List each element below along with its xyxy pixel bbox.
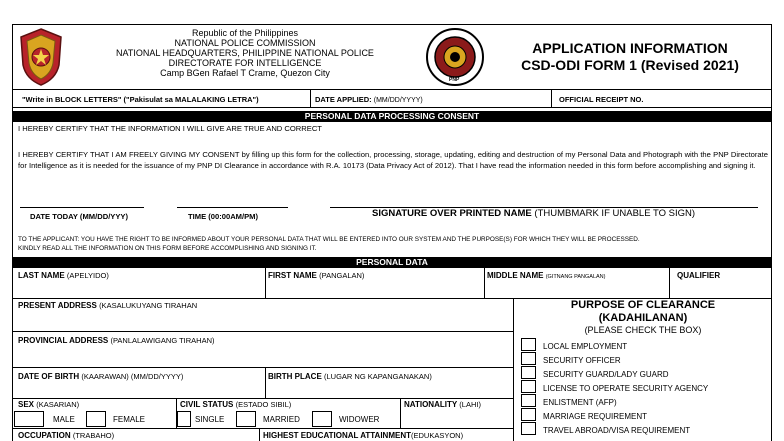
seal-label	[420, 12, 421, 13]
present-address-label: PRESENT ADDRESS	[18, 301, 97, 310]
purpose-title2: (KADAHILANAN)	[598, 312, 688, 324]
male-label: MALE	[53, 415, 75, 424]
married-checkbox[interactable]	[236, 411, 256, 427]
dob-label: DATE OF BIRTH	[18, 372, 80, 381]
purpose-instruction: (PLEASE CHECK THE BOX)	[584, 325, 702, 335]
nationality-hint: (LAHI)	[459, 400, 481, 409]
sex-label: SEX	[18, 400, 35, 409]
official-receipt-field[interactable]: OFFICIAL RECEIPT NO.	[559, 95, 644, 104]
civil-status-hint: (ESTADO SIBIL)	[235, 400, 292, 409]
consent-paragraph: I HEREBY CERTIFY THAT I AM FREELY GIVING MY CONSENT by filling up this form for the collection, processing, storage, updating, editing and destruction of my Personal Data and Photograph with the PNP Directorate for Intelligence as it is needed for the issuance of my PNP DI Clearance in accordance with R.A. 10173 (Data Privacy Act of 2012). That I have read the information needed in this form before accomplishing and signing it.	[18, 150, 768, 170]
sex-hint: (KASARIAN)	[36, 400, 80, 409]
form-title: APPLICATION INFORMATION	[532, 40, 728, 56]
nationality-field[interactable]	[404, 400, 481, 409]
nationality-label: NATIONALITY	[404, 400, 458, 409]
last-name-label: LAST NAME	[18, 271, 65, 280]
female-label: FEMALE	[113, 415, 146, 424]
date-today-label[interactable]: DATE TODAY (MM/DD/YYY)	[30, 212, 129, 221]
purpose-checkbox-enlistment[interactable]	[521, 394, 536, 407]
personal-data-band: PERSONAL DATA	[12, 257, 772, 268]
purpose-item-marriage: MARRIAGE REQUIREMENT	[543, 412, 648, 421]
civil-status-label-block	[180, 400, 291, 409]
female-checkbox[interactable]	[86, 411, 106, 427]
signature-label[interactable]	[372, 208, 695, 219]
male-checkbox[interactable]	[14, 411, 44, 427]
header-line2: NATIONAL POLICE COMMISSION	[174, 38, 316, 48]
middle-name-label: MIDDLE NAME	[487, 271, 544, 280]
purpose-checkbox-travel[interactable]	[521, 422, 536, 435]
purpose-header	[514, 299, 772, 336]
single-label: SINGLE	[195, 415, 225, 424]
header-line3: NATIONAL HEADQUARTERS, PHILIPPINE NATIONAL POLICE	[116, 48, 374, 58]
occupation-field[interactable]	[18, 431, 114, 440]
dob-field[interactable]	[18, 372, 183, 381]
provincial-address-label: PROVINCIAL ADDRESS	[18, 336, 109, 345]
sex-label-block	[18, 400, 79, 409]
occupation-label: OCCUPATION	[18, 431, 71, 440]
education-label: HIGHEST EDUCATIONAL ATTAINMENT	[263, 431, 411, 440]
first-name-label: FIRST NAME	[268, 271, 317, 280]
header-line4: DIRECTORATE FOR INTELLIGENCE	[168, 58, 322, 68]
birth-place-hint: (LUGAR NG KAPANGANAKAN)	[324, 372, 432, 381]
provincial-address-hint: (PANLALAWIGANG TIRAHAN)	[110, 336, 215, 345]
single-checkbox[interactable]	[177, 411, 191, 427]
occupation-hint: (TRABAHO)	[72, 431, 115, 440]
education-field[interactable]	[263, 431, 463, 440]
signature-rest: (THUMBMARK IF UNABLE TO SIGN)	[531, 208, 696, 219]
first-name-field[interactable]	[268, 271, 364, 280]
date-applied-hint: (MM/DD/YYYY)	[373, 97, 423, 104]
applicant-notice-2: KINDLY READ ALL THE INFORMATION ON THIS FORM BEFORE ACCOMPLISHING AND SIGNING IT.	[18, 245, 317, 252]
form-subtitle: CSD-ODI FORM 1 (Revised 2021)	[521, 57, 739, 73]
header-line5: Camp BGen Rafael T Crame, Quezon City	[160, 68, 330, 78]
purpose-item-license-agency: LICENSE TO OPERATE SECURITY AGENCY	[543, 384, 709, 393]
purpose-checkbox-marriage[interactable]	[521, 408, 536, 421]
applicant-notice-1: TO THE APPLICANT: YOU HAVE THE RIGHT TO BE INFORMED ABOUT YOUR PERSONAL DATA THAT WILL BE ENTERED INTO OUR SYSTEM AND THE PURPOSE(S) FOR WHICH THEY WILL BE PROCESSED.	[18, 236, 640, 243]
last-name-field[interactable]	[18, 271, 109, 280]
purpose-title: PURPOSE OF CLEARANCE	[570, 299, 716, 311]
purpose-item-local-employment: LOCAL EMPLOYMENT	[543, 342, 628, 351]
date-applied-field[interactable]	[315, 95, 423, 104]
first-name-hint: (PANGALAN)	[319, 271, 365, 280]
birth-place-field[interactable]	[268, 372, 432, 381]
qualifier-field[interactable]: QUALIFIER	[677, 271, 721, 280]
dob-hint: (KAARAWAN) (MM/DD/YYYY)	[81, 372, 184, 381]
purpose-checkbox-security-guard[interactable]	[521, 366, 536, 379]
purpose-checkbox-security-officer[interactable]	[521, 352, 536, 365]
widower-checkbox[interactable]	[312, 411, 332, 427]
civil-status-label: CIVIL STATUS	[180, 400, 234, 409]
seal-small-label: PNP	[449, 77, 460, 83]
purpose-item-security-guard: SECURITY GUARD/LADY GUARD	[543, 370, 669, 379]
middle-name-hint: (GITNANG PANGALAN)	[545, 274, 606, 280]
present-address-hint: (KASALUKUYANG TIRAHAN	[99, 301, 198, 310]
widower-label: WIDOWER	[339, 415, 380, 424]
purpose-checkbox-local-employment[interactable]	[521, 338, 536, 351]
purpose-item-security-officer: SECURITY OFFICER	[543, 356, 621, 365]
block-letters-note: "Write in BLOCK LETTERS" ("Pakisulat sa MALALAKING LETRA")	[22, 95, 259, 104]
certify-text: I HEREBY CERTIFY THAT THE INFORMATION I WILL GIVE ARE TRUE AND CORRECT	[18, 124, 322, 133]
signature-bold: SIGNATURE OVER PRINTED NAME	[372, 208, 532, 219]
middle-name-field[interactable]	[487, 271, 605, 280]
education-hint: (EDUKASYON)	[411, 431, 464, 440]
purpose-item-enlistment: ENLISTMENT (AFP)	[543, 398, 617, 407]
last-name-hint: (APELYIDO)	[66, 271, 109, 280]
purpose-checkbox-license-agency[interactable]	[521, 380, 536, 393]
date-applied-label: DATE APPLIED:	[315, 95, 372, 104]
purpose-item-travel: TRAVEL ABROAD/VISA REQUIREMENT	[543, 426, 691, 435]
birth-place-label: BIRTH PLACE	[268, 372, 322, 381]
provincial-address-field[interactable]	[18, 336, 215, 345]
header-line1: Republic of the Philippines	[191, 28, 299, 38]
married-label: MARRIED	[263, 415, 300, 424]
time-label[interactable]: TIME (00:00AM/PM)	[188, 212, 259, 221]
consent-band: PERSONAL DATA PROCESSING CONSENT	[12, 111, 772, 122]
present-address-field[interactable]	[18, 301, 197, 310]
